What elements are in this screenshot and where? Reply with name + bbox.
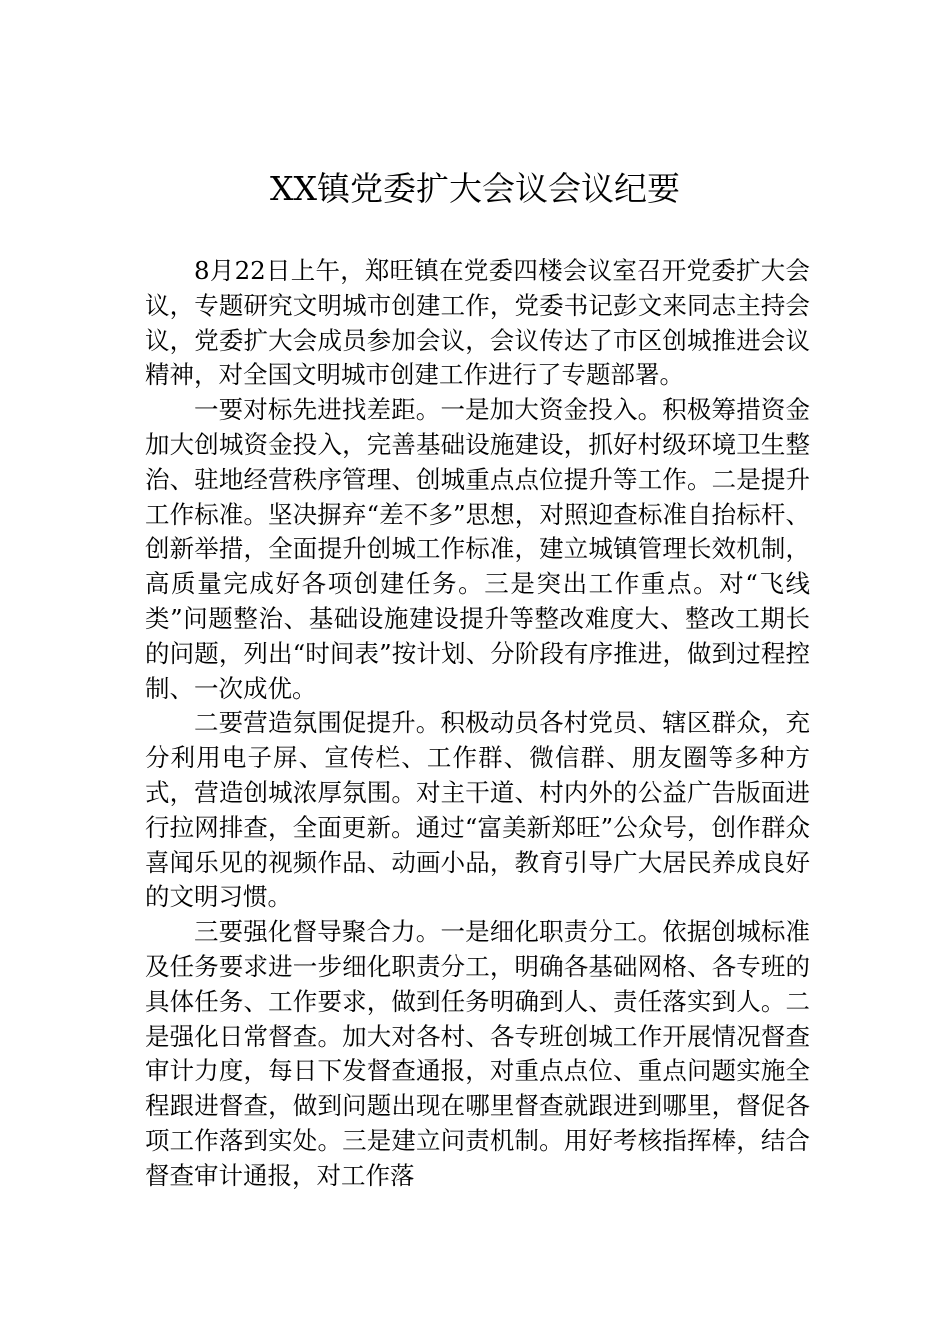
document-title: XX镇党委扩大会议会议纪要 — [270, 169, 680, 208]
paragraph-intro: 8月22日上午，郑旺镇在党委四楼会议室召开党委扩大会议，专题研究文明城市创建工作，党委书记彭文来同志主持会议，党委扩大会成员参加会议，会议传达了市区创城推进会议精神，对全国文明城市创建工作进行了专题部署。 — [145, 256, 810, 390]
document-body — [145, 254, 810, 1194]
paragraph-point-three: 三要强化督导聚合力。一是细化职责分工。依据创城标准及任务要求进一步细化职责分工，明确各基础网格、各专班的具体任务、工作要求，做到任务明确到人、责任落实到人。二是强化日常督查。加大对各村、各专班创城工作开展情况督查审计力度，每日下发督查通报，对重点点位、重点问题实施全程跟进督查，做到问题出现在哪里督查就跟进到哪里，督促各项工作落到实处。三是建立问责机制。用好考核指挥棒，结合督查审计通报，对工作落 — [145, 917, 810, 1190]
paragraph-point-one: 一要对标先进找差距。一是加大资金投入。积极筹措资金加大创城资金投入，完善基础设施建设，抓好村级环境卫生整治、驻地经营秩序管理、创城重点点位提升等工作。二是提升工作标准。坚决摒弃“差不多”思想，对照迎查标准自抬标杆、创新举措，全面提升创城工作标准，建立城镇管理长效机制，高质量完成好各项创建任务。三是突出工作重点。对“飞线类”问题整治、基础设施建设提升等整改难度大、整改工期长的问题，列出“时间表”按计划、分阶段有序推进，做到过程控制、一次成优。 — [145, 395, 810, 703]
paragraph-point-two: 二要营造氛围促提升。积极动员各村党员、辖区群众，充分利用电子屏、宣传栏、工作群、微信群、朋友圈等多种方式，营造创城浓厚氛围。对主干道、村内外的公益广告版面进行拉网排查，全面更新。通过“富美新郑旺”公众号，创作群众喜闻乐见的视频作品、动画小品，教育引导广大居民养成良好的文明习惯。 — [145, 708, 810, 912]
